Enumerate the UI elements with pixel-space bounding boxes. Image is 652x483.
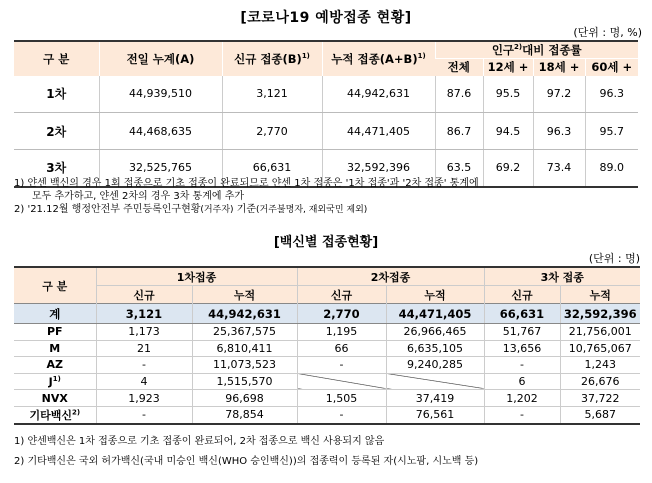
cell-d1-cum: 1,515,570 bbox=[192, 373, 297, 390]
header-cum: 누적 bbox=[192, 286, 297, 304]
table-row bbox=[14, 113, 638, 150]
row-label: 1차 bbox=[14, 76, 99, 113]
cell-d3-cum: 10,765,067 bbox=[560, 340, 640, 357]
cell-d2-new: - bbox=[297, 406, 386, 424]
total-row bbox=[14, 304, 640, 324]
cell-a18: 73.4 bbox=[533, 150, 585, 187]
header-cum: 누적 bbox=[386, 286, 484, 304]
header-rate-60: 60세 + bbox=[585, 59, 638, 76]
unit-label-2: (단위 : 명) bbox=[588, 252, 640, 265]
footnote-1b: 모두 추가하고, 얀센 2차의 경우 3차 통계에 추가 bbox=[32, 191, 245, 202]
header-new: 신규 bbox=[297, 286, 386, 304]
cell-prev: 32,525,765 bbox=[99, 150, 222, 187]
cell-d2-cum: 76,561 bbox=[386, 406, 484, 424]
row-label: AZ bbox=[14, 357, 96, 374]
vaccination-status-table bbox=[14, 40, 638, 188]
cell-d3-new: 6 bbox=[484, 373, 560, 390]
cell-d1-new: 4 bbox=[96, 373, 192, 390]
cell-total: 63.5 bbox=[435, 150, 483, 187]
cell-a12: 69.2 bbox=[483, 150, 533, 187]
header-new: 신규 bbox=[484, 286, 560, 304]
table-row bbox=[14, 340, 640, 357]
cell-d1-cum: 78,854 bbox=[192, 406, 297, 424]
cell-d3-cum: 32,592,396 bbox=[560, 304, 640, 324]
cell-d1-cum: 96,698 bbox=[192, 390, 297, 407]
cell-d2-cum: 37,419 bbox=[386, 390, 484, 407]
cell-d3-cum: 5,687 bbox=[560, 406, 640, 424]
cell-new: 2,770 bbox=[222, 113, 322, 150]
footnote-1a: 1) 얀센 백신의 경우 1회 접종으로 기초 접종이 완료되므로 얀센 1차 접종은 '1차 접종'과 '2차 접종' 통계에 bbox=[14, 178, 479, 189]
footnote-other-vaccine: 2) 기타백신은 국외 허가백신(국내 미승인 백신(WHO 승인백신))의 접종력이 등록된 자(시노팜, 시노백 등) bbox=[14, 456, 479, 467]
cell-a18: 96.3 bbox=[533, 113, 585, 150]
table-row bbox=[14, 76, 638, 113]
footnote-2: 2) '21.12월 행정안전부 주민등록인구현황(거주자) 기준(거주불명자, 재외국민 제외) bbox=[14, 204, 368, 215]
header-cum: 누적 접종$(A+B)^{1)}$ bbox=[322, 41, 435, 76]
cell-d2-new: 2,770 bbox=[297, 304, 386, 324]
row-label: $J^{1)}$ bbox=[14, 373, 96, 390]
cell-d1-new: 1,173 bbox=[96, 324, 192, 341]
cell-d2-cum: 9,240,285 bbox=[386, 357, 484, 374]
row-label: NVX bbox=[14, 390, 96, 407]
table-row bbox=[14, 324, 640, 341]
cell-d3-cum: 21,756,001 bbox=[560, 324, 640, 341]
cell-cum: 44,942,631 bbox=[322, 76, 435, 113]
cell-d2-new: 1,505 bbox=[297, 390, 386, 407]
table-row bbox=[14, 373, 640, 390]
cell-prev: 44,468,635 bbox=[99, 113, 222, 150]
cell-d3-cum: 1,243 bbox=[560, 357, 640, 374]
header-dose1: 1차접종 bbox=[96, 267, 297, 286]
cell-d1-new: - bbox=[96, 357, 192, 374]
header-new: 신규 bbox=[96, 286, 192, 304]
header-new: 신규 접종$(B)^{1)}$ bbox=[222, 41, 322, 76]
header-cum: 누적 bbox=[560, 286, 640, 304]
cell-d3-new: 13,656 bbox=[484, 340, 560, 357]
cell-new: 66,631 bbox=[222, 150, 322, 187]
page-title: [코로나19 예방접종 현황] bbox=[240, 10, 412, 26]
cell-d3-new: 1,202 bbox=[484, 390, 560, 407]
cell-d3-new: 66,631 bbox=[484, 304, 560, 324]
header-dose3: 3차 접종 bbox=[484, 267, 640, 286]
cell-d1-cum: 25,367,575 bbox=[192, 324, 297, 341]
cell-d1-new: 1,923 bbox=[96, 390, 192, 407]
header-rate-18: 18세 + bbox=[533, 59, 585, 76]
unit-label: (단위 : 명, %) bbox=[573, 26, 642, 39]
cell-d1-new: 3,121 bbox=[96, 304, 192, 324]
section-title: [백신별 접종현황] bbox=[273, 235, 379, 250]
cell-d2-new: 1,195 bbox=[297, 324, 386, 341]
cell-d3-cum: 26,676 bbox=[560, 373, 640, 390]
cell-cum: 32,592,396 bbox=[322, 150, 435, 187]
header-rate-total: 전체 bbox=[435, 59, 483, 76]
cell-a60: 95.7 bbox=[585, 113, 638, 150]
cell-d2-new: 66 bbox=[297, 340, 386, 357]
cell-a12: 95.5 bbox=[483, 76, 533, 113]
cell-d1-new: - bbox=[96, 406, 192, 424]
table-row bbox=[14, 357, 640, 374]
table-row bbox=[14, 406, 640, 424]
header-category: 구 분 bbox=[14, 267, 96, 304]
header-prev-cum: 전일 누계(A) bbox=[99, 41, 222, 76]
cell-d1-new: 21 bbox=[96, 340, 192, 357]
cell-a18: 97.2 bbox=[533, 76, 585, 113]
header-category: 구 분 bbox=[14, 41, 99, 76]
cell-new: 3,121 bbox=[222, 76, 322, 113]
cell-d2-new: - bbox=[297, 357, 386, 374]
vaccine-type-table bbox=[14, 266, 640, 425]
cell-prev: 44,939,510 bbox=[99, 76, 222, 113]
table-row bbox=[14, 390, 640, 407]
cell-d1-cum: 6,810,411 bbox=[192, 340, 297, 357]
header-dose2: 2차접종 bbox=[297, 267, 484, 286]
row-label: 2차 bbox=[14, 113, 99, 150]
row-label: 기타백신$^{2)}$ bbox=[14, 406, 96, 424]
cell-d2-cum: 6,635,105 bbox=[386, 340, 484, 357]
cell-d1-cum: 44,942,631 bbox=[192, 304, 297, 324]
cell-a60: 89.0 bbox=[585, 150, 638, 187]
footnotes-1 bbox=[14, 177, 639, 217]
footnotes-2 bbox=[14, 432, 478, 472]
cell-d3-cum: 37,722 bbox=[560, 390, 640, 407]
row-label: 3차 bbox=[14, 150, 99, 187]
cell-total: 86.7 bbox=[435, 113, 483, 150]
cell-d1-cum: 11,073,523 bbox=[192, 357, 297, 374]
cell-d3-new: 51,767 bbox=[484, 324, 560, 341]
cell-d2-cum: 26,966,465 bbox=[386, 324, 484, 341]
cell-a60: 96.3 bbox=[585, 76, 638, 113]
cell-cum: 44,471,405 bbox=[322, 113, 435, 150]
row-label: M bbox=[14, 340, 96, 357]
cell-d2-cum-na bbox=[386, 373, 484, 390]
cell-total: 87.6 bbox=[435, 76, 483, 113]
cell-d3-new: - bbox=[484, 357, 560, 374]
cell-d2-new-na bbox=[297, 373, 386, 390]
row-label: 계 bbox=[14, 304, 96, 324]
cell-d2-cum: 44,471,405 bbox=[386, 304, 484, 324]
header-rate: 인구$^{2)}$대비 접종률 bbox=[435, 41, 638, 59]
footnote-janssen: 1) 얀센백신은 1차 접종으로 기초 접종이 완료되어, 2차 접종으로 백신 사용되지 않음 bbox=[14, 436, 385, 447]
header-rate-12: 12세 + bbox=[483, 59, 533, 76]
cell-a12: 94.5 bbox=[483, 113, 533, 150]
row-label: PF bbox=[14, 324, 96, 341]
cell-d3-new: - bbox=[484, 406, 560, 424]
